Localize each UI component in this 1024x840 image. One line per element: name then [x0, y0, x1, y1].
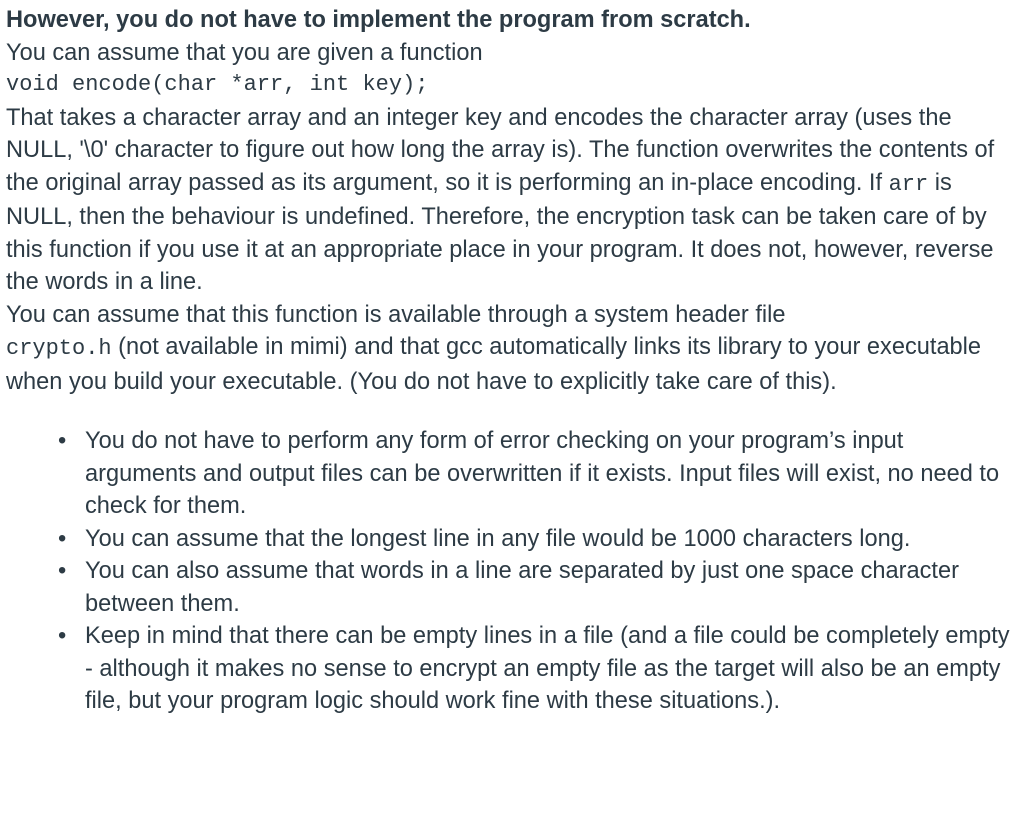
function-signature: void encode(char *arr, int key); — [6, 72, 429, 97]
encode-description-end: is NULL, then the behaviour is undefined. Therefore, the encryption task can be taken care of by this function if you use it at an appropriate place in your program. It does not, however, reverse the words in a line. — [6, 169, 994, 295]
bullet-icon: • — [58, 525, 67, 552]
assignment-text — [6, 4, 1018, 718]
list-item-text: Keep in mind that there can be empty lines in a file (and a file could be completely empty - although it makes no sense to encrypt an empty file as the target will also be an empty file, but your program logic should work fine with these situations.). — [85, 623, 1010, 714]
list-item — [6, 523, 1018, 556]
header-file-code: crypto.h — [6, 336, 112, 361]
list-item-text: You can also assume that words in a line are separated by just one space character between them. — [85, 558, 959, 617]
list-item — [6, 620, 1018, 718]
header-description-start: You can assume that this function is available through a system header file — [6, 301, 786, 328]
bullet-icon: • — [58, 428, 67, 454]
list-item — [6, 425, 1018, 523]
heading: However, you do not have to implement the program from scratch. — [6, 7, 751, 33]
arr-code: arr — [888, 171, 929, 197]
list-item — [6, 555, 1018, 620]
bullet-icon: • — [58, 623, 67, 649]
list-item-text: You can assume that the longest line in any file would be 1000 characters long. — [85, 525, 911, 552]
bullet-icon: • — [58, 558, 67, 584]
list-item-text: You do not have to perform any form of error checking on your program’s input arguments and output files can be overwritten if it exists. Input files will exist, no need to check for them. — [85, 428, 1000, 519]
encode-description-start: That takes a character array and an integer key and encodes the character array (uses the NULL, '\0' character to figure out how long the array is). The function overwrites the contents of the original array passed as its argument, so it is performing an in-place encoding. If — [6, 104, 995, 196]
intro-text: You can assume that you are given a function — [6, 39, 483, 66]
encode-description — [6, 102, 1018, 299]
header-description-end: (not available in mimi) and that gcc automatically links its library to your executable when you build your executable. (You do not have to explicitly take care of this). — [6, 334, 982, 395]
requirements-list — [6, 425, 1018, 718]
header-description — [6, 299, 1018, 399]
